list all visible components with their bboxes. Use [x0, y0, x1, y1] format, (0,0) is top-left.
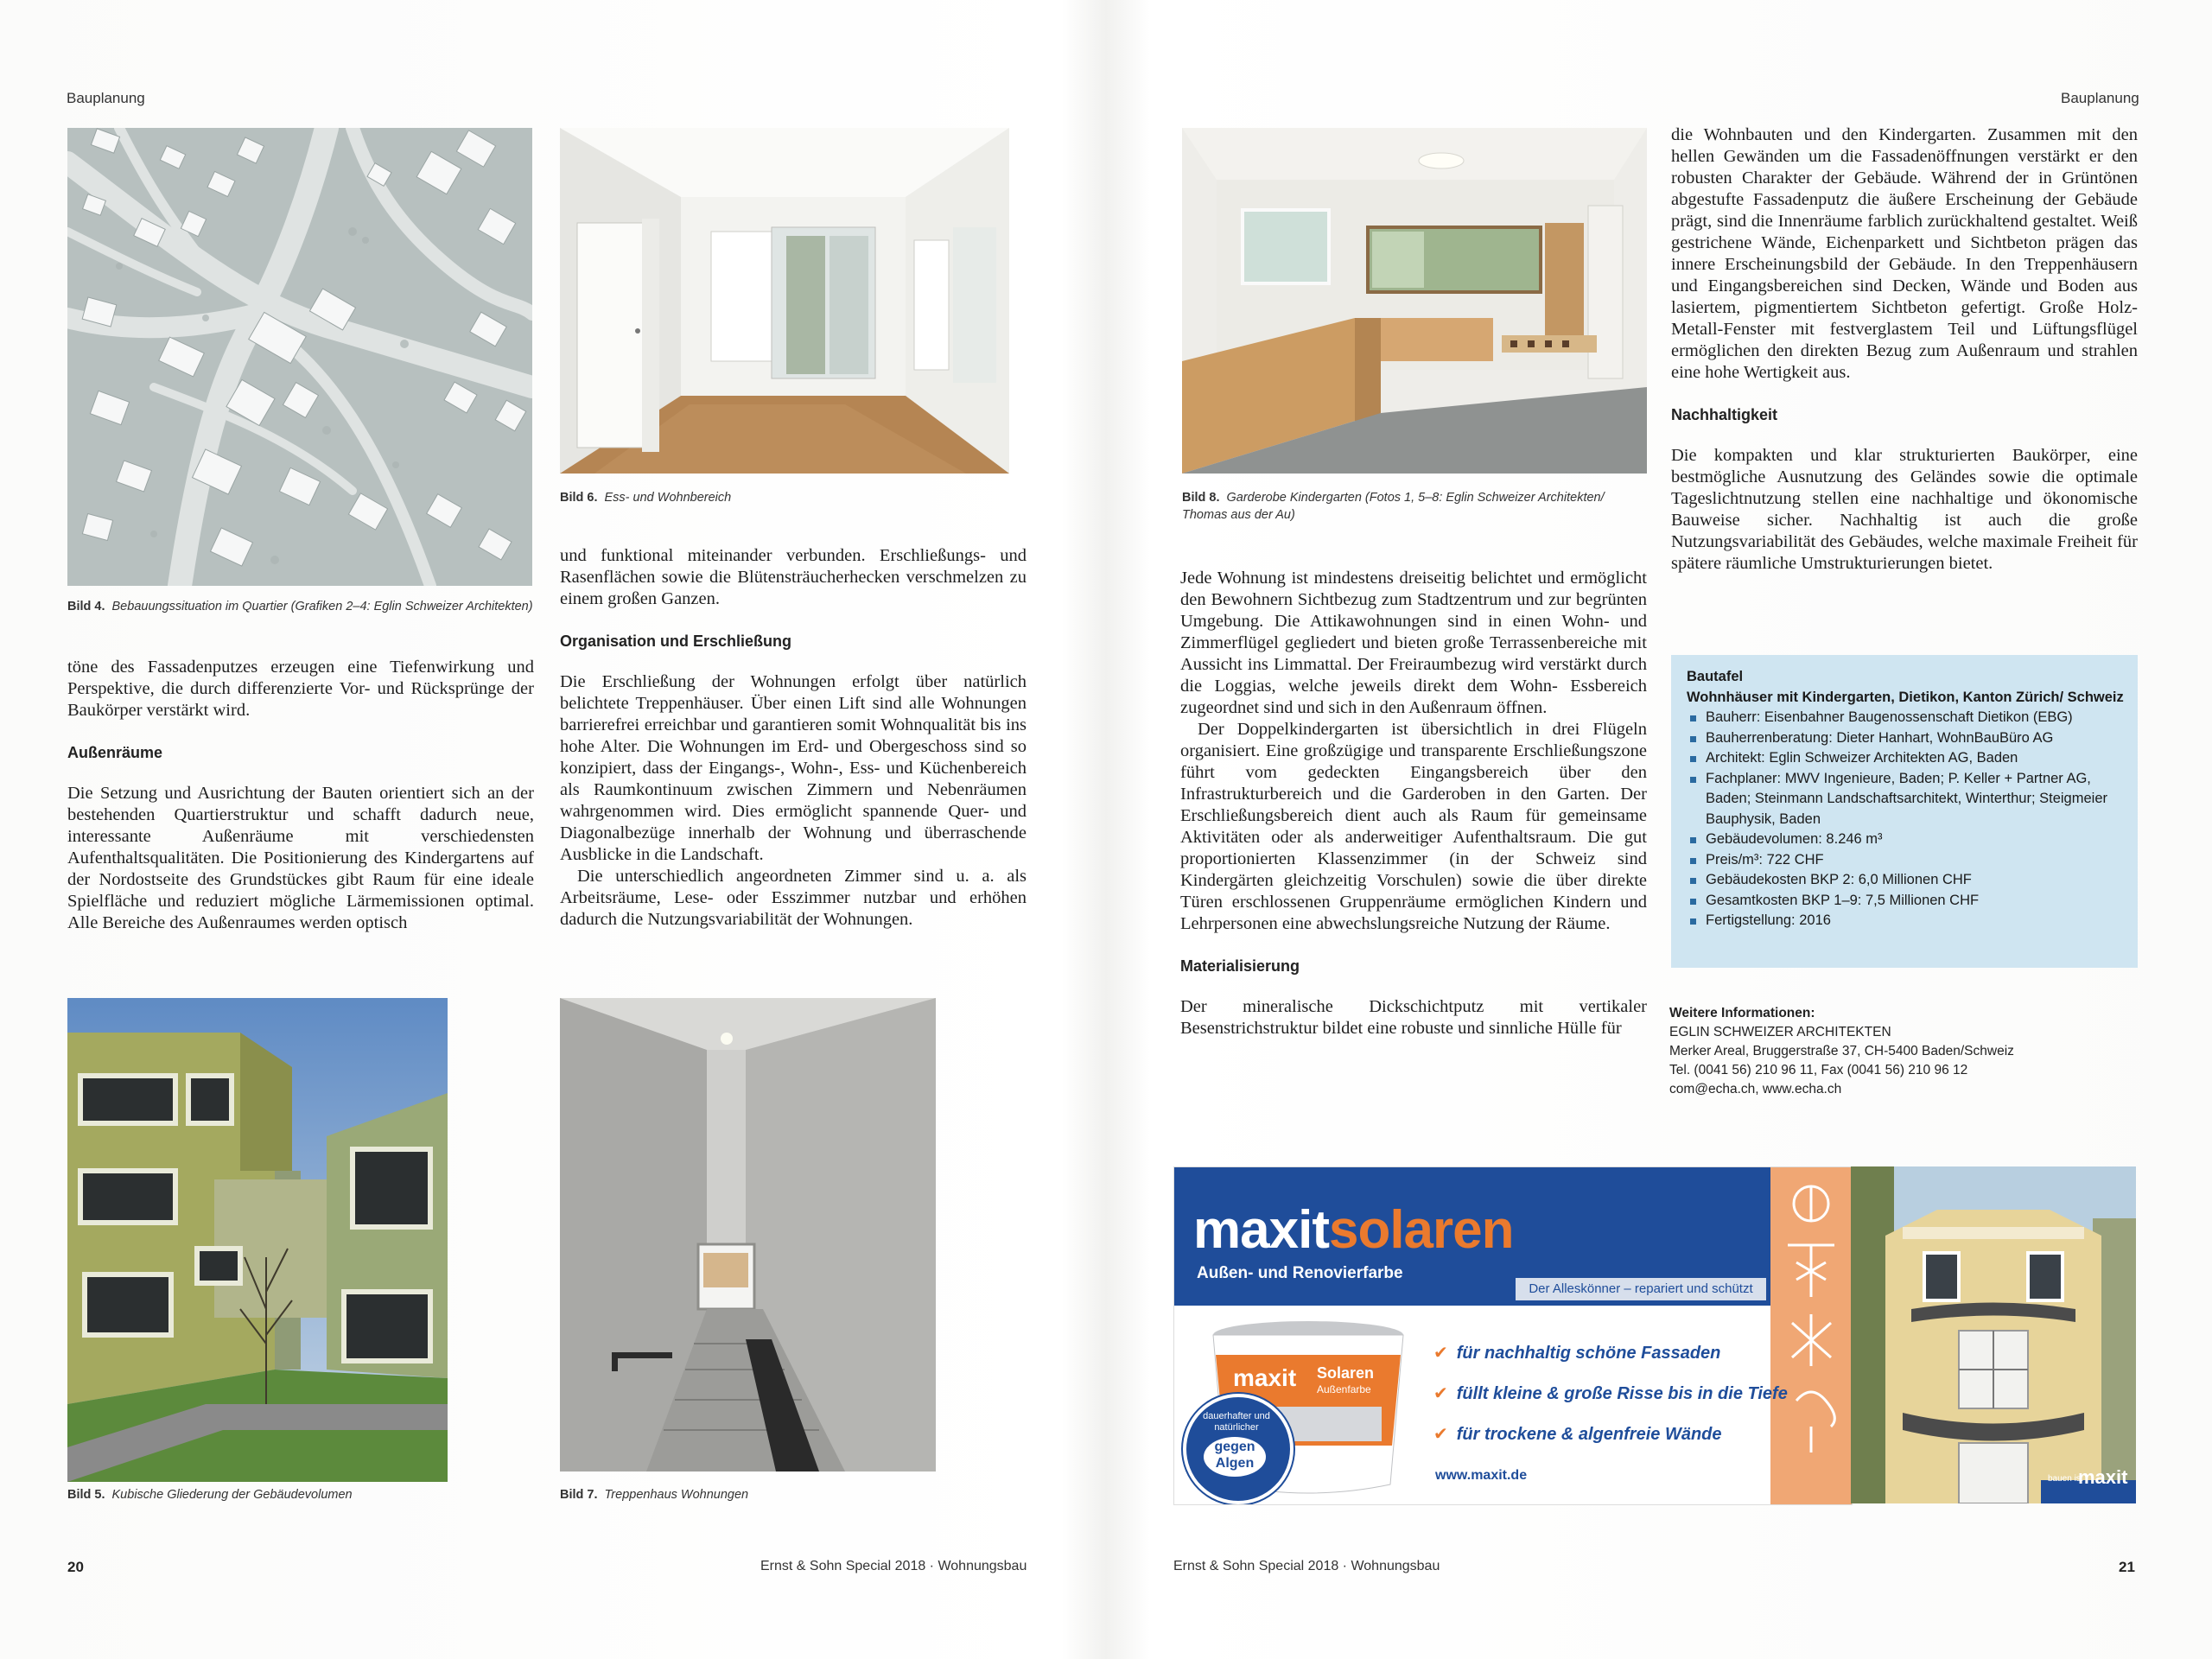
- col2-paragraph-3: Die unterschiedlich angeordneten Zimmer sind u. a. als Arbeitsräume, Lese- oder Esszimmer nutzbar und erhöhen dadurch die Nutzungsvariabilität der Wohnungen.: [560, 867, 1027, 929]
- column-1: [67, 657, 534, 934]
- caption-bild4: Bild 4. Bebauungssituation im Quartier (Grafiken 2–4: Eglin Schweizer Architekten): [67, 600, 533, 613]
- site-plan-image: [67, 128, 532, 586]
- bautafel-item: Gebäudekosten BKP 2: 6,0 Millionen CHF: [1687, 870, 2124, 891]
- bucket-subtitle: Außenfarbe: [1317, 1383, 1371, 1395]
- ad-tagline: Außen- und Renovierfarbe: [1197, 1264, 1403, 1282]
- column-3: [1180, 568, 1647, 1039]
- living-room-graphic: [560, 128, 1009, 474]
- building-graphic: [1851, 1166, 2136, 1503]
- heading-aussenraeume: Außenräume: [67, 744, 163, 761]
- seal-text-gegen: gegen: [1214, 1440, 1255, 1454]
- ad-brand: maxitsolaren: [1193, 1200, 1514, 1260]
- bautafel-title: Bautafel: [1687, 669, 1744, 684]
- staircase-graphic: [560, 998, 936, 1471]
- checkmark-icon: ✔: [1433, 1344, 1448, 1363]
- ad-building-prefix: bauen ist: [2048, 1474, 2083, 1484]
- col1-paragraph-2: Die Setzung und Ausrichtung der Bauten orientiert sich an der bestehenden Quartierstruktur und schafft dadurch neue, interessante Außenräume mit verschiedensten Aufenthaltsqualitäten. Die Positionierung des Kindergartens auf der Nordostseite des Grundstückes gibt Raum für eine ideale Spielfläche und reduziert mögliche Lärmemissionen optimal. Alle Bereiche des Außenraumes werden optisch: [67, 784, 534, 932]
- bautafel-item: Fertigstellung: 2016: [1687, 911, 2124, 931]
- bautafel-item: Gebäudevolumen: 8.246 m³: [1687, 830, 2124, 850]
- col2-paragraph-1: und funktional miteinander verbunden. Erschließungs- und Rasenflächen sowie die Blütensträucherhecken verschmelzen zu einem großen Ganzen.: [560, 546, 1027, 608]
- info-title: Weitere Informationen:: [1669, 1006, 1815, 1020]
- info-line: EGLIN SCHWEIZER ARCHITEKTEN: [1669, 1025, 1891, 1039]
- column-2: [560, 545, 1027, 931]
- info-line: Tel. (0041 56) 210 96 11, Fax (0041 56) 210 96 12: [1669, 1063, 1968, 1077]
- col4-paragraph-1: die Wohnbauten und den Kindergarten. Zusammen mit den hellen Gewänden um die Fassadenöffnungen verstärkt er den robusten Charakter der Gebäude. Während der in Grüntönen abgestufte Fassadenputz die äußere Erscheinung der Gebäude prägt, sind die Innenräume farblich zurückhaltend gestaltet. Weiß gestrichene Wände, Eichenparkett und Sichtbeton prägen das innere Erscheinungsbild der Gebäude. In den Treppenhäusern und Eingangsbereichen sind Decken, Wände und Boden aus lasiertem, pigmentiertem Sichtbeton gefertigt. Große Holz-Metall-Fenster mit festverglastem Teil und Lüftungsflügel ermöglichen den direkten Bezug zum Außenraum und strahlen eine hohe Wertigkeit aus.: [1671, 125, 2138, 382]
- ad-bullet: ✔ füllt kleine & große Risse bis in die Tiefe: [1433, 1384, 1788, 1403]
- journal-footer-right: Ernst & Sohn Special 2018 · Wohnungsbau: [1173, 1559, 1440, 1573]
- checkmark-icon: ✔: [1433, 1425, 1448, 1444]
- ad-bullets: [1433, 1333, 1788, 1455]
- bautafel-item: Bauherrenberatung: Dieter Hanhart, WohnBauBüro AG: [1687, 728, 2124, 749]
- seal-top-text: dauerhafter und natürlicher: [1203, 1411, 1270, 1433]
- bautafel-box: [1671, 655, 2138, 968]
- journal-footer-left: Ernst & Sohn Special 2018 · Wohnungsbau: [760, 1559, 1027, 1573]
- col3-paragraph-2: Der Doppelkindergarten ist übersichtlich in drei Flügeln organisiert. Eine großzügige und transparente Erschließungszone führt vom gedeckten Eingangsbereich über den Infrastrukturbereich und die Garderoben in den Garten. Der Erschließungsbereich dient auch als Raum für gemeinsame Aktivitäten oder als anderweitiger Aufenthaltsraum. Die gut proportionierten Klassenzimmer (in der Schweiz sind Kindergärten gleichzeitig Vorschulen) sowie die über direkte Türen erschlossenen Gruppenräume ermöglichen Kindern und Lehrpersonen eine abwechslungsreiche Nutzung der Räume.: [1180, 720, 1647, 933]
- col4-paragraph-2: Die kompakten und klar strukturierten Baukörper, eine bestmögliche Ausnutzung des Geländes sowie die optimale Tageslichtnutzung stellen eine nachhaltige und ökonomische Bauweise sicher. Nachhaltig ist auch die große Nutzungsvariabilität des Gebäudes, welche maximale Freiheit für spätere räumliche Umstrukturierungen bietet.: [1671, 446, 2138, 573]
- ad-bullet: ✔ für nachhaltig schöne Fassaden: [1433, 1344, 1721, 1363]
- caption-bild6: Bild 6. Ess- und Wohnbereich: [560, 491, 732, 505]
- bautafel-item: Architekt: Eglin Schweizer Architekten AG, Baden: [1687, 748, 2124, 769]
- kindergarten-graphic: [1182, 128, 1647, 474]
- ad-bullet: ✔ für trockene & algenfreie Wände: [1433, 1425, 1722, 1444]
- facade-photo: [67, 998, 448, 1482]
- maxit-advertisement: [1173, 1166, 1853, 1505]
- living-room-photo: [560, 128, 1009, 474]
- facade-graphic: [67, 998, 448, 1482]
- checkmark-icon: ✔: [1433, 1384, 1448, 1403]
- ad-building-brand: maxit: [2078, 1466, 2128, 1488]
- staircase-photo: [560, 998, 936, 1471]
- bucket-brand: maxit: [1233, 1364, 1297, 1391]
- heading-nachhaltigkeit: Nachhaltigkeit: [1671, 406, 1778, 423]
- seal-text-algen: Algen: [1215, 1456, 1255, 1471]
- col1-paragraph-1: töne des Fassadenputzes erzeugen eine Tiefenwirkung und Perspektive, die durch differenzierte Vor- und Rücksprünge der Baukörper verstärkt wird.: [67, 658, 534, 720]
- page-number-left: 20: [67, 1559, 84, 1575]
- bautafel-subtitle: Wohnhäuser mit Kindergarten, Dietikon, Kanton Zürich/ Schweiz: [1687, 689, 2124, 705]
- bautafel-item: Gesamtkosten BKP 1–9: 7,5 Millionen CHF: [1687, 891, 2124, 912]
- ad-url[interactable]: www.maxit.de: [1435, 1468, 1528, 1483]
- bautafel-item: Bauherr: Eisenbahner Baugenossenschaft Dietikon (EBG): [1687, 708, 2124, 728]
- ad-slogan: Der Alleskönner – repariert und schützt: [1516, 1278, 1766, 1300]
- bucket-product: Solaren: [1317, 1364, 1375, 1382]
- caption-bild8: Bild 8. Garderobe Kindergarten (Fotos 1, 5–8: Eglin Schweizer Architekten/ Thomas aus der Au): [1182, 491, 1605, 522]
- kindergarten-photo: [1182, 128, 1647, 474]
- column-4: [1671, 124, 2138, 575]
- info-line: com@echa.ch, www.echa.ch: [1669, 1082, 1842, 1096]
- further-info: [1669, 1004, 2136, 1099]
- col3-paragraph-3: Der mineralische Dickschichtputz mit vertikaler Besenstrichstruktur bildet eine robuste und sinnliche Hülle für: [1180, 997, 1647, 1038]
- info-line: Merker Areal, Bruggerstraße 37, CH-5400 Baden/Schweiz: [1669, 1044, 2014, 1058]
- heading-materialisierung: Materialisierung: [1180, 957, 1300, 975]
- running-head-right: Bauplanung: [2061, 90, 2139, 106]
- ad-building-photo: [1851, 1166, 2136, 1503]
- caption-bild7: Bild 7. Treppenhaus Wohnungen: [560, 1488, 749, 1502]
- bautafel-item: Fachplaner: MWV Ingenieure, Baden; P. Keller + Partner AG, Baden; Steinmann Landschaftsarchitekt, Winterthur; Steigmeier Bauphysik, Baden: [1687, 769, 2124, 830]
- col2-paragraph-2: Die Erschließung der Wohnungen erfolgt über natürlich belichtete Treppenhäuser. Über einen Lift sind alle Wohnungen barrierefrei erreichbar und garantieren somit Wohnqualität bis ins hohe Alter. Die Wohnungen im Erd- und Obergeschoss sind so konzipiert, dass der Eingangs-, Wohn-, Ess- und Küchenbereich als Raumkontinuum zwischen Zimmern und Nebenräumen wahrgenommen wird. Dies ermöglicht spannende Quer- und Diagonalbezüge innerhalb der Wohnung und überraschende Ausblicke in die Landschaft.: [560, 672, 1027, 864]
- caption-bild5: Bild 5. Kubische Gliederung der Gebäudevolumen: [67, 1488, 353, 1502]
- site-plan-graphic: [67, 128, 532, 586]
- bautafel-item: Preis/m³: 722 CHF: [1687, 850, 2124, 871]
- bautafel-list: [1687, 708, 2124, 931]
- running-head-left: Bauplanung: [67, 90, 145, 106]
- heading-organisation: Organisation und Erschließung: [560, 632, 792, 650]
- page-number-right: 21: [2119, 1559, 2135, 1575]
- col3-paragraph-1: Jede Wohnung ist mindestens dreiseitig belichtet und ermöglicht den Bewohnern Sichtbezug zum Stadtzentrum und zur begrünten Umgebung. Die Attikawohnungen sind in einen Wohn- und Zimmerflügel gegliedert und bieten große Terrassenbereiche mit Aussicht ins Limmattal. Der Freiraumbezug wird verstärkt durch die Loggias, welche jeweils direkt dem Wohn- Essbereich zugeordnet sind und sich in den Außenraum öffnen.: [1180, 569, 1647, 717]
